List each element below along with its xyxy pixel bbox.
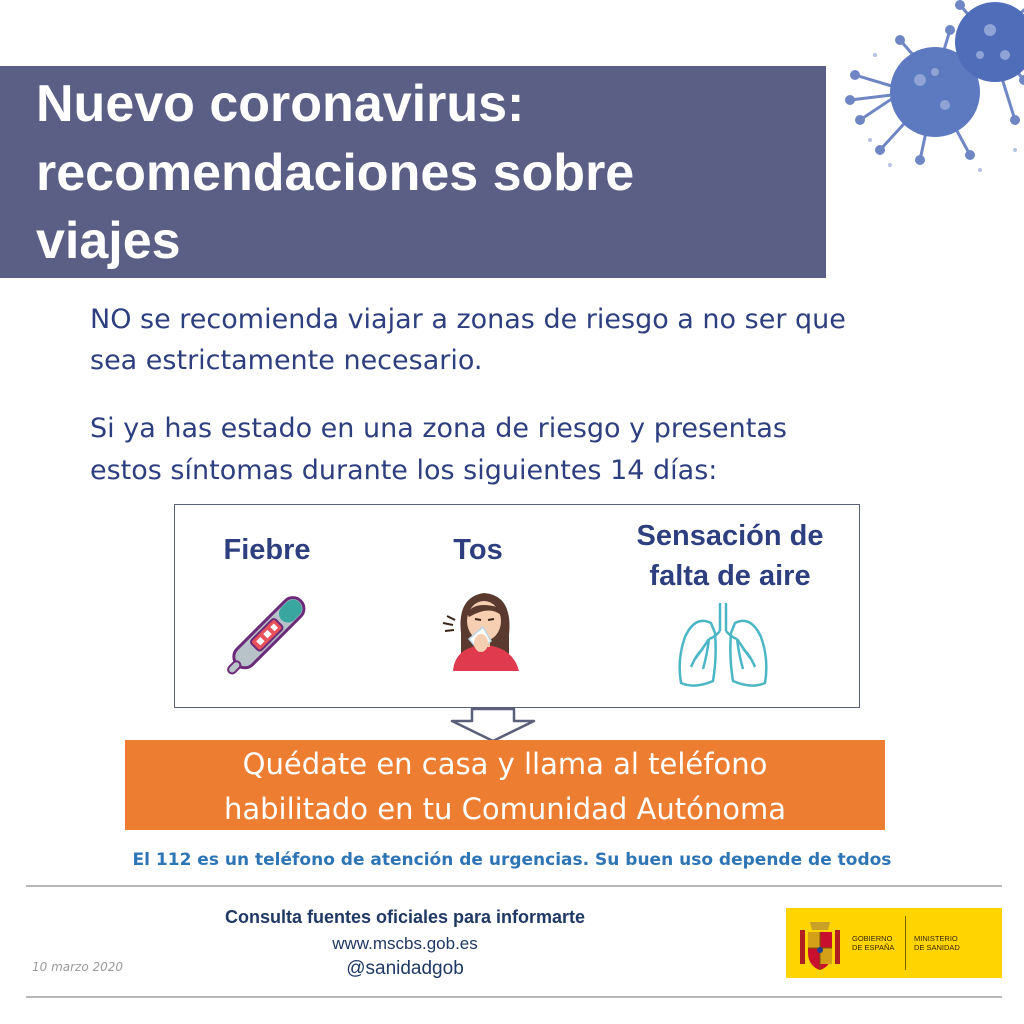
divider-bottom [26, 996, 1002, 998]
action-line-2: habilitado en tu Comunidad Autónoma [224, 792, 786, 826]
consult-text: Consulta fuentes oficiales para informarte [224, 907, 586, 927]
title-banner [0, 66, 826, 278]
page-title-line-3: viajes [36, 212, 181, 270]
thermometer-icon [221, 585, 321, 680]
ministry-line-1: MINISTERIO [914, 934, 958, 943]
logo-divider [905, 916, 906, 970]
gov-line-2: DE ESPAÑA [852, 943, 895, 952]
ministry-line-2: DE SANIDAD [914, 943, 960, 952]
symptom-breath-label-2: falta de aire [649, 560, 811, 592]
date-label: 10 marzo 2020 [32, 960, 124, 974]
website-link[interactable]: www.mscbs.gob.es [332, 934, 478, 953]
government-logo [786, 908, 1002, 978]
intro-p2-line-2: estos síntomas durante los siguientes 14 días: [90, 455, 718, 486]
coughing-person-icon [439, 583, 529, 671]
coat-of-arms-icon [796, 916, 844, 972]
coronavirus-icon [840, 0, 1024, 180]
intro-p1-line-2: sea estrictamente necesario. [90, 345, 483, 376]
divider-top [26, 885, 1002, 887]
action-banner [125, 740, 885, 830]
twitter-handle-link[interactable]: @sanidadgob [346, 958, 464, 979]
action-line-1: Quédate en casa y llama al teléfono [242, 747, 768, 781]
symptom-cough-label: Tos [453, 534, 503, 566]
lungs-icon [675, 597, 771, 693]
gov-line-1: GOBIERNO [852, 934, 893, 943]
symptom-breath-label-1: Sensación de [636, 520, 824, 552]
symptoms-panel [174, 504, 860, 708]
intro-p1-line-1: NO se recomienda viajar a zonas de riesgo a no ser que [90, 304, 846, 335]
down-arrow-icon [448, 707, 538, 743]
emergency-112-note: El 112 es un teléfono de atención de urgencias. Su buen uso depende de todos [132, 850, 892, 870]
page-title-line-2: recomendaciones sobre [36, 144, 635, 202]
symptom-fever-label: Fiebre [223, 534, 311, 566]
page-title-line-1: Nuevo coronavirus: [36, 75, 525, 133]
intro-p2-line-1: Si ya has estado en una zona de riesgo y presentas [90, 413, 787, 444]
